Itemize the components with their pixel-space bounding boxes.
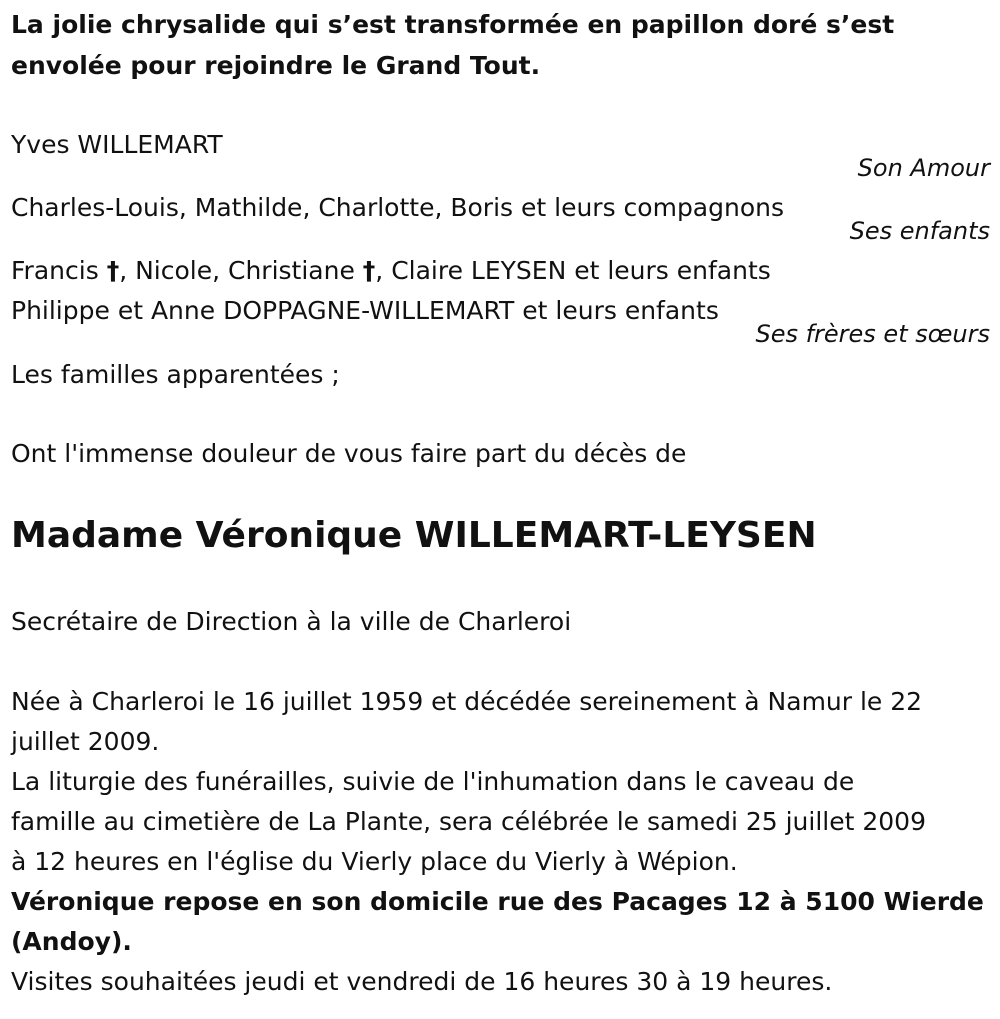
sibling-middle: , Nicole, Christiane xyxy=(119,256,355,285)
deceased-name: Madame Véronique WILLEMART-LEYSEN xyxy=(11,515,817,556)
spouse-name: Yves WILLEMART xyxy=(11,130,223,159)
birth-death-line-2: juillet 2009. xyxy=(11,727,160,756)
sibling-rest: , Claire LEYSEN et leurs enfants xyxy=(375,256,771,285)
repose-line-1: Véronique repose en son domicile rue des Pacages 12 à 5100 Wierde xyxy=(11,887,984,916)
siblings-line-1 xyxy=(11,251,771,291)
related-families: Les familles apparentées ; xyxy=(11,360,340,389)
siblings-role: Ses frères et sœurs xyxy=(755,320,990,348)
deceased-cross-icon: † xyxy=(106,256,120,285)
intro-line-1: La jolie chrysalide qui s’est transformée en papillon doré s’est xyxy=(11,10,895,39)
birth-death-line-1: Née à Charleroi le 16 juillet 1959 et décédée sereinement à Namur le 22 xyxy=(11,687,923,716)
sibling-francis: Francis xyxy=(11,256,99,285)
intro-line-2: envolée pour rejoindre le Grand Tout. xyxy=(11,51,541,80)
spouse-role: Son Amour xyxy=(857,154,990,182)
children-names: Charles-Louis, Mathilde, Charlotte, Boris et leurs compagnons xyxy=(11,193,785,222)
deceased-occupation: Secrétaire de Direction à la ville de Charleroi xyxy=(11,607,572,636)
children-role: Ses enfants xyxy=(849,217,990,245)
funeral-line-3: à 12 heures en l'église du Vierly place du Vierly à Wépion. xyxy=(11,847,738,876)
funeral-line-2: famille au cimetière de La Plante, sera célébrée le samedi 25 juillet 2009 xyxy=(11,807,926,836)
siblings-line-2: Philippe et Anne DOPPAGNE-WILLEMART et leurs enfants xyxy=(11,296,719,325)
announcement: Ont l'immense douleur de vous faire part du décès de xyxy=(11,439,687,468)
repose-line-2: (Andoy). xyxy=(11,927,132,956)
deceased-cross-icon: † xyxy=(362,256,376,285)
visits: Visites souhaitées jeudi et vendredi de 16 heures 30 à 19 heures. xyxy=(11,967,833,996)
funeral-line-1: La liturgie des funérailles, suivie de l'inhumation dans le caveau de xyxy=(11,767,855,796)
